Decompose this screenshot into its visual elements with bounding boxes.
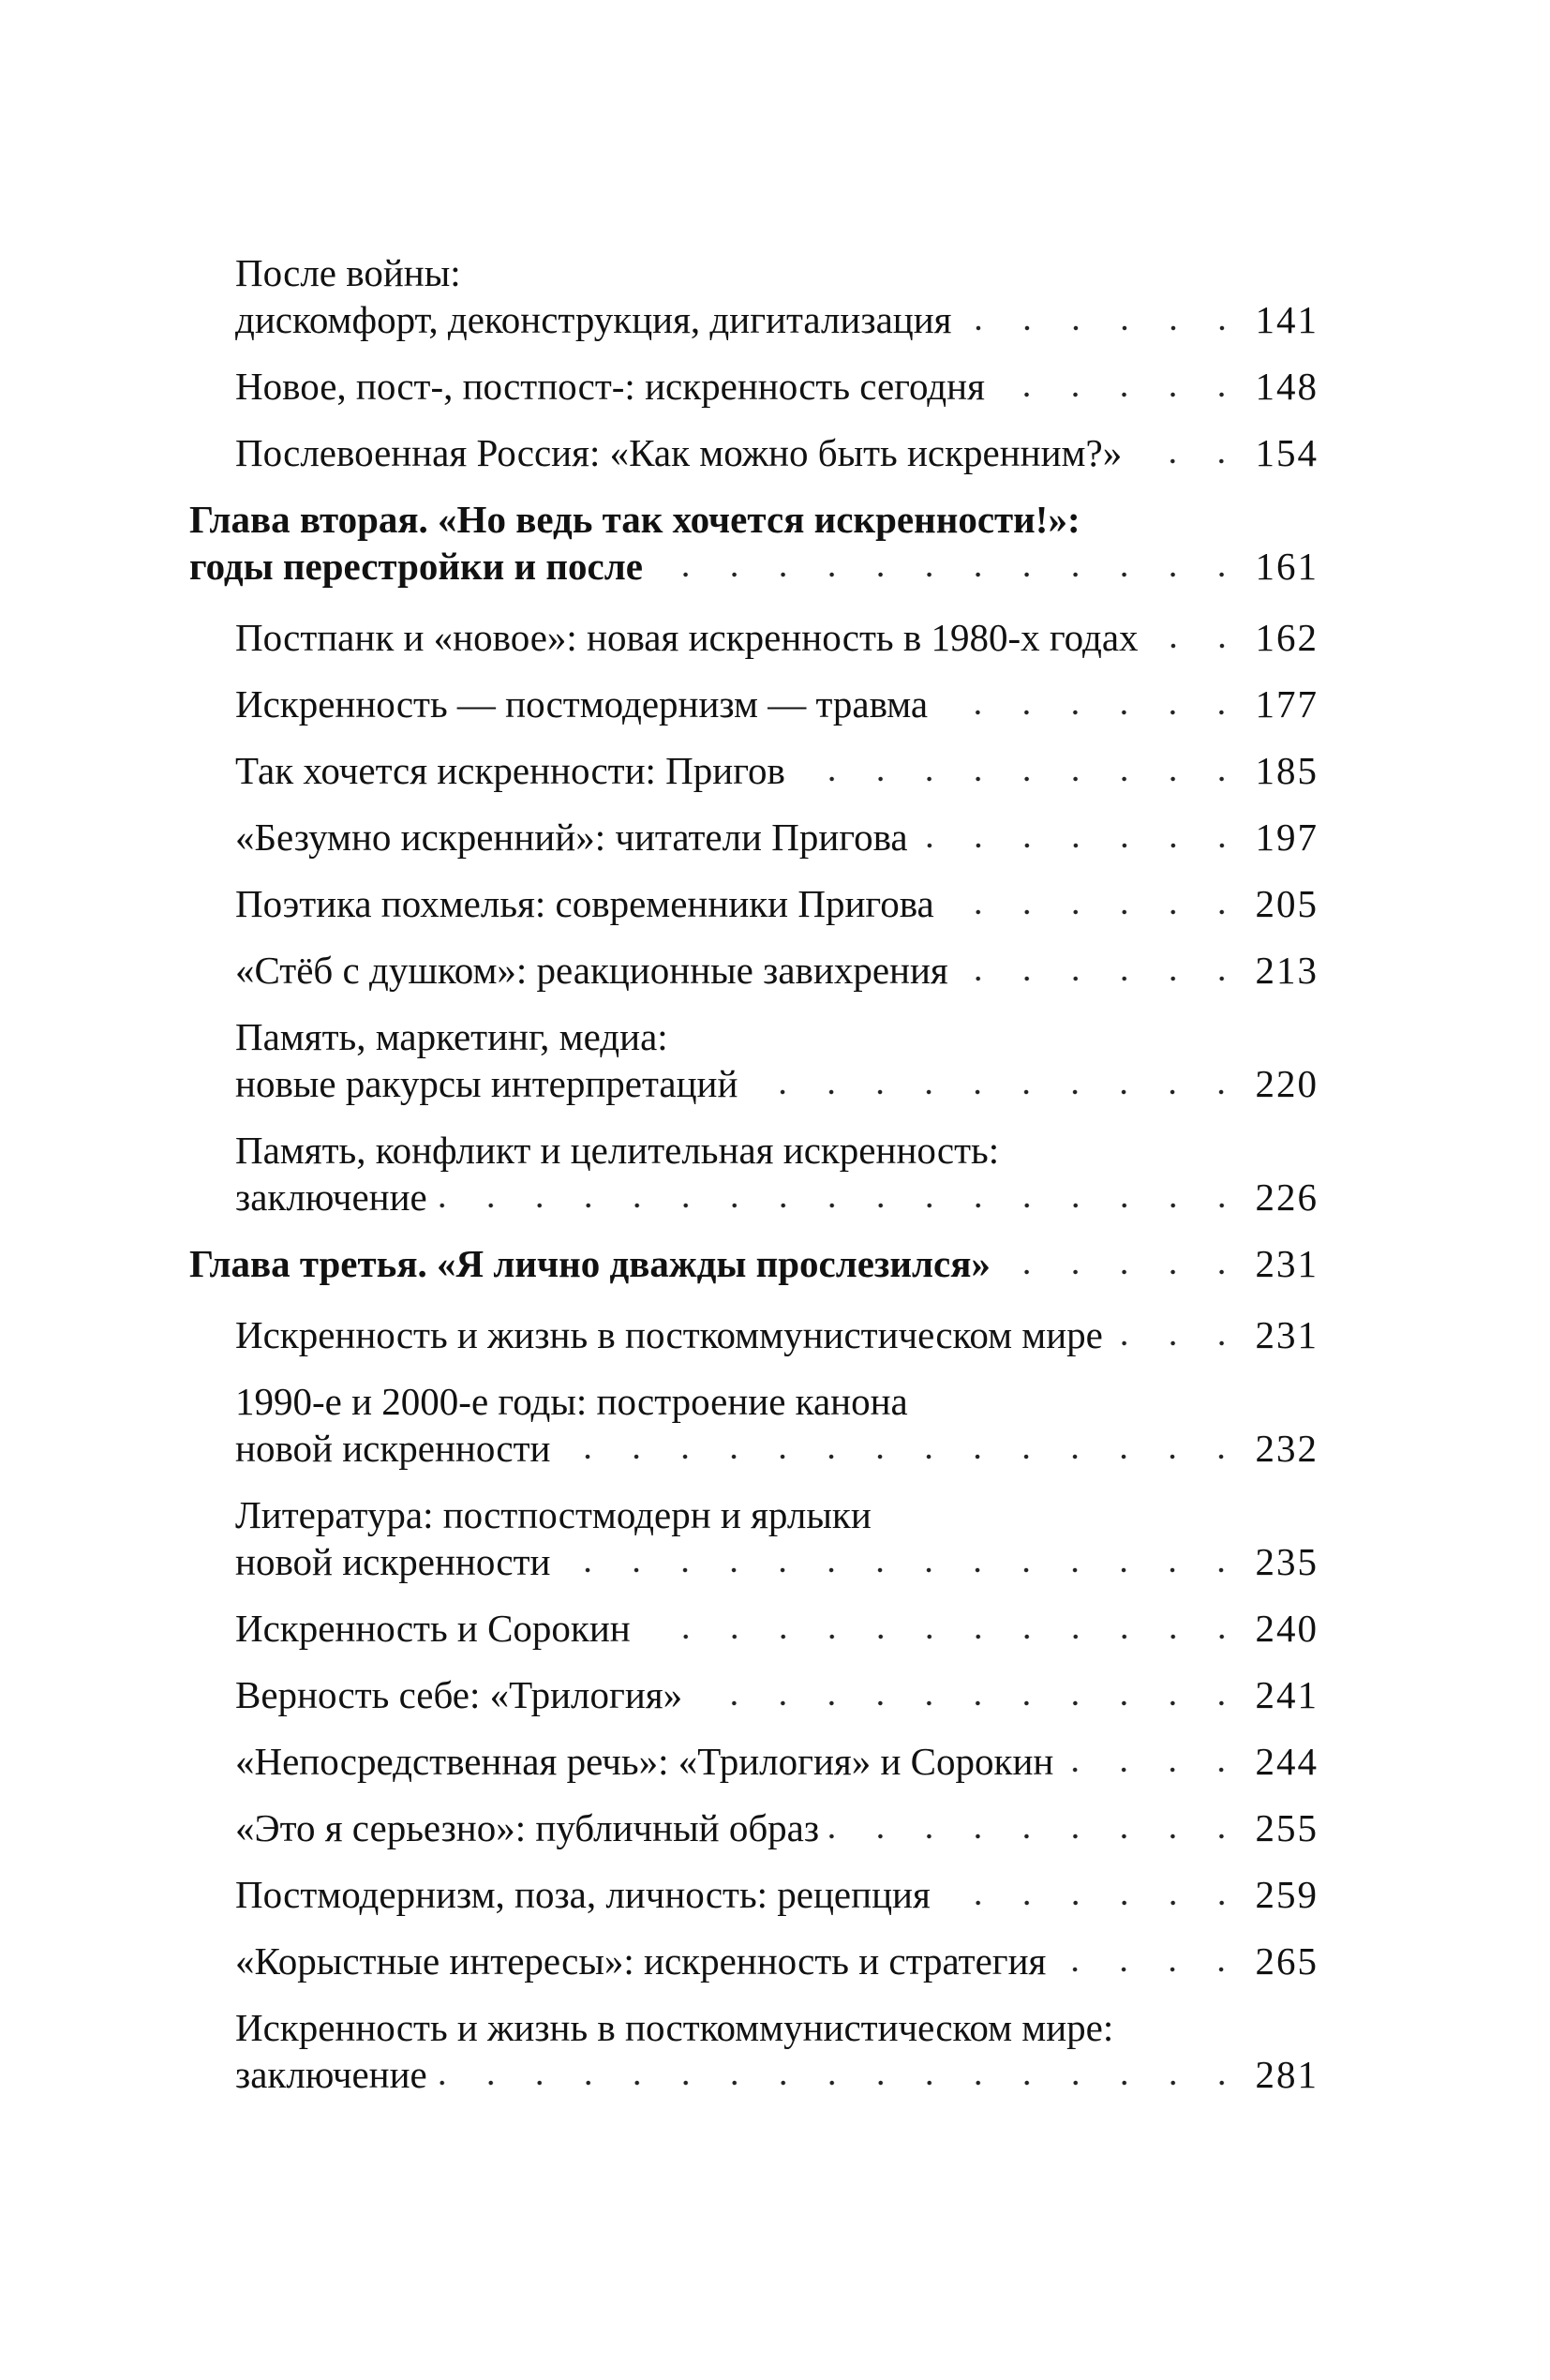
toc-entry-line: [235, 1804, 1319, 1851]
toc-entry-title: Верность себе: «Трилогия»: [235, 1673, 683, 1716]
toc-entry-line: [235, 1425, 1319, 1472]
toc-entry-line: [235, 1174, 1319, 1220]
toc-entry-title: Постпанк и «новое»: новая искренность в 1980-х годах: [235, 616, 1139, 659]
toc-entry-line: [235, 429, 1319, 476]
toc-page-number: 240: [1255, 1607, 1319, 1650]
toc-page-number: 241: [1255, 1673, 1319, 1716]
toc-entry-line: [235, 296, 1319, 343]
toc-section-entry: [189, 814, 1319, 861]
dot-leader: [940, 1898, 1246, 1908]
toc-entry-title: Искренность и жизнь в посткоммунистическом мире: [235, 1313, 1103, 1356]
toc-entry-title: «Корыстные интересы»: искренность и стратегия: [235, 1939, 1047, 1983]
toc-entry-title: Глава третья. «Я лично дважды прослезился»: [189, 1242, 991, 1285]
dot-leader: [917, 841, 1246, 850]
toc-page-number: 255: [1255, 1806, 1319, 1849]
toc-entry-title: Поэтика похмелья: современники Пригова: [235, 882, 934, 925]
toc-page-number: 244: [1255, 1740, 1319, 1783]
toc-page-number: 259: [1255, 1873, 1319, 1916]
dot-leader: [1055, 1965, 1245, 1974]
toc-page-number: 281: [1255, 2053, 1319, 2096]
dot-leader: [559, 1452, 1245, 1461]
toc-section-entry: [189, 1127, 1319, 1220]
toc-entry-title: «Безумно искренний»: читатели Пригова: [235, 816, 908, 859]
toc-entry-title: новые ракурсы интерпретаций: [235, 1062, 738, 1105]
dot-leader: [652, 570, 1246, 579]
toc-entry-title: Послевоенная Россия: «Как можно быть искренним?»: [235, 431, 1123, 474]
toc-section-entry: [189, 747, 1319, 794]
toc-entry-title: «Стёб с душком»: реакционные завихрения: [235, 949, 948, 992]
toc-page-number: 205: [1255, 882, 1319, 925]
toc-entry-title: Новое, пост-, постпост-: искренность сегодня: [235, 365, 985, 408]
toc-section-entry: [189, 1804, 1319, 1851]
dot-leader: [1131, 457, 1245, 466]
toc-entry-title: Постмодернизм, поза, личность: рецепция: [235, 1873, 931, 1916]
toc-entry-line: [235, 1738, 1319, 1785]
toc-section-entry: [189, 947, 1319, 994]
toc-section-entry: [189, 429, 1319, 476]
table-of-contents: [189, 249, 1319, 2118]
toc-section-entry: [189, 1871, 1319, 1918]
toc-page-number: 220: [1255, 1062, 1319, 1105]
dot-leader: [958, 974, 1246, 983]
toc-entry-title: новой искренности: [235, 1540, 551, 1583]
toc-entry-line: [235, 681, 1319, 727]
toc-section-entry: [189, 249, 1319, 343]
toc-entry-line: [235, 614, 1319, 661]
dot-leader: [1112, 1339, 1246, 1348]
toc-entry-line: [235, 1671, 1319, 1718]
toc-page-number: 177: [1255, 682, 1319, 726]
toc-entry-title: Искренность — постмодернизм — травма: [235, 682, 929, 726]
toc-entry-line: [235, 1491, 1319, 1538]
toc-entry-title: заключение: [235, 1175, 427, 1219]
dot-leader: [640, 1632, 1246, 1641]
toc-entry-title: Искренность и Сорокин: [235, 1607, 631, 1650]
toc-page-number: 226: [1255, 1175, 1319, 1219]
toc-entry-title: «Это я серьезно»: публичный образ: [235, 1806, 820, 1849]
toc-page-number: 154: [1255, 431, 1319, 474]
toc-section-entry: [189, 681, 1319, 727]
toc-entry-title: Так хочется искренности: Пригов: [235, 749, 785, 792]
toc-section-entry: [189, 1938, 1319, 1984]
toc-section-entry: [189, 1311, 1319, 1358]
toc-entry-line: [235, 249, 1319, 296]
toc-page-number: 162: [1255, 616, 1319, 659]
toc-entry-line: [235, 880, 1319, 927]
dot-leader: [828, 1832, 1245, 1841]
toc-page-number: 185: [1255, 749, 1319, 792]
toc-entry-title: дискомфорт, деконструкция, дигитализация: [235, 298, 952, 341]
toc-entry-line: [189, 496, 1319, 543]
toc-page-number: 265: [1255, 1939, 1319, 1983]
toc-page-number: 197: [1255, 816, 1319, 859]
toc-entry-title: Литература: постпостмодерн и ярлыки: [235, 1493, 872, 1536]
toc-entry-title: Искренность и жизнь в посткоммунистическом мире:: [235, 2006, 1114, 2049]
toc-entry-line: [189, 1240, 1319, 1287]
toc-section-entry: [189, 1738, 1319, 1785]
toc-section-entry: [189, 2004, 1319, 2098]
toc-entry-title: После войны:: [235, 251, 461, 294]
toc-entry-line: [189, 543, 1319, 590]
toc-page-number: 231: [1255, 1313, 1319, 1356]
toc-entry-line: [235, 1538, 1319, 1585]
dot-leader: [1148, 641, 1246, 651]
dot-leader: [692, 1699, 1245, 1708]
toc-section-entry: [189, 880, 1319, 927]
toc-entry-title: Глава вторая. «Но ведь так хочется искренности!»:: [189, 498, 1081, 541]
toc-chapter-entry: [189, 1240, 1319, 1287]
toc-entry-line: [235, 1378, 1319, 1425]
toc-page-number: 235: [1255, 1540, 1319, 1583]
toc-section-entry: [189, 363, 1319, 410]
dot-leader: [747, 1087, 1245, 1097]
toc-entry-title: годы перестройки и после: [189, 545, 643, 588]
toc-entry-line: [235, 2051, 1319, 2098]
toc-entry-line: [235, 1311, 1319, 1358]
dot-leader: [1000, 1267, 1246, 1277]
toc-entry-line: [235, 1127, 1319, 1174]
toc-page-number: 231: [1255, 1242, 1319, 1285]
toc-section-entry: [189, 1013, 1319, 1107]
toc-entry-line: [235, 814, 1319, 861]
toc-entry-line: [235, 1871, 1319, 1918]
toc-page-number: 148: [1255, 365, 1319, 408]
dot-leader: [961, 323, 1246, 333]
toc-section-entry: [189, 1605, 1319, 1652]
toc-entry-title: Память, маркетинг, медиа:: [235, 1015, 668, 1058]
toc-entry-title: новой искренности: [235, 1427, 551, 1470]
toc-entry-line: [235, 1013, 1319, 1060]
dot-leader: [559, 1565, 1245, 1575]
toc-section-entry: [189, 1671, 1319, 1718]
toc-entry-line: [235, 1060, 1319, 1107]
toc-page-number: 161: [1255, 545, 1319, 588]
toc-entry-line: [235, 747, 1319, 794]
toc-entry-line: [235, 947, 1319, 994]
dot-leader: [795, 774, 1246, 784]
toc-section-entry: [189, 1378, 1319, 1472]
toc-entry-line: [235, 2004, 1319, 2051]
toc-section-entry: [189, 1491, 1319, 1585]
toc-section-entry: [189, 614, 1319, 661]
toc-entry-line: [235, 1605, 1319, 1652]
toc-entry-title: заключение: [235, 2053, 427, 2096]
toc-entry-title: «Непосредственная речь»: «Трилогия» и Сорокин: [235, 1740, 1054, 1783]
toc-page-number: 141: [1255, 298, 1319, 341]
dot-leader: [994, 390, 1246, 399]
toc-entry-title: Память, конфликт и целительная искренность:: [235, 1129, 1000, 1172]
dot-leader: [437, 2078, 1246, 2088]
toc-entry-line: [235, 1938, 1319, 1984]
dot-leader: [937, 708, 1245, 717]
dot-leader: [944, 907, 1246, 917]
toc-entry-line: [235, 363, 1319, 410]
toc-entry-title: 1990-е и 2000-е годы: построение канона: [235, 1380, 908, 1423]
toc-page-number: 213: [1255, 949, 1319, 992]
toc-page-number: 232: [1255, 1427, 1319, 1470]
toc-chapter-entry: [189, 496, 1319, 590]
dot-leader: [437, 1201, 1246, 1210]
dot-leader: [1063, 1765, 1245, 1774]
